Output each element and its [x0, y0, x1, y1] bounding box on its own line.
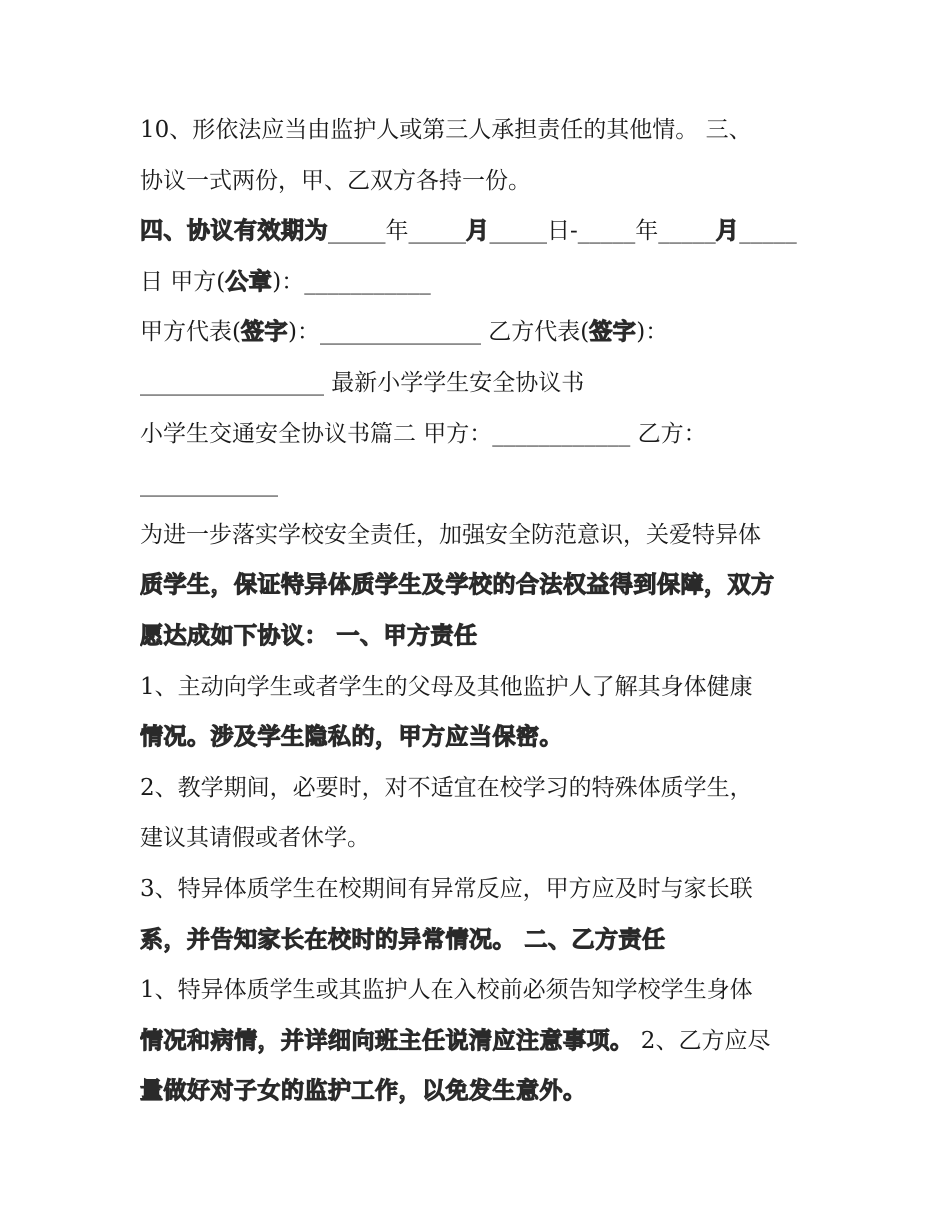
- text-segment: ____________: [140, 471, 278, 498]
- text-segment: 建议其请假或者休学。: [140, 825, 370, 852]
- text-segment: 3、特异体质学生在校期间有异常反应，甲方应及时与家长联: [140, 875, 753, 902]
- text-segment: 为进一步落实学校安全责任，加强安全防范意识，关爱特异体: [140, 521, 761, 548]
- outlined-text-segment: 签字: [589, 319, 637, 346]
- text-line: [140, 358, 830, 409]
- text-segment: )：: [636, 319, 669, 346]
- text-segment: )：______________ 乙方代表(: [287, 319, 590, 346]
- text-line: [140, 257, 830, 308]
- text-line: [140, 712, 830, 763]
- outlined-text-segment: 月: [715, 218, 740, 245]
- text-segment: ________________ 最新小学学生安全协议书: [140, 369, 585, 396]
- text-segment: )：___________: [272, 268, 431, 295]
- text-segment: _____年_____: [328, 218, 466, 245]
- text-line: [140, 1016, 830, 1067]
- text-line: [140, 1066, 830, 1117]
- text-line: [140, 409, 830, 460]
- text-line: [140, 965, 830, 1016]
- text-line: [140, 915, 830, 966]
- text-segment: _____日-_____年_____: [489, 218, 716, 245]
- text-segment: 2、乙方应尽: [633, 1027, 771, 1054]
- text-segment: 日 甲方(: [140, 268, 226, 295]
- text-segment: 协议一式两份，甲、乙双方各持一份。: [140, 167, 531, 194]
- text-line: [140, 105, 830, 156]
- text-line: [140, 560, 830, 611]
- text-segment: 甲方代表(: [140, 319, 241, 346]
- text-segment: 1、主动向学生或者学生的父母及其他监护人了解其身体健康: [140, 673, 753, 700]
- text-line: [140, 156, 830, 207]
- text-segment: 小学生交通安全协议书篇二 甲方：____________ 乙方：: [140, 420, 707, 447]
- outlined-text-segment: 量做好对子女的监护工作，以免发生意外。: [140, 1078, 587, 1105]
- text-segment: _____: [739, 218, 797, 245]
- text-line: [140, 510, 830, 561]
- text-line: [140, 307, 830, 358]
- outlined-text-segment: 系，并告知家长在校时的异常情况。 二、乙方责任: [140, 926, 666, 953]
- text-line: [140, 611, 830, 662]
- text-line: [140, 813, 830, 864]
- text-segment: 10、形依法应当由监护人或第三人承担责任的其他情。 三、: [140, 117, 752, 143]
- text-line: [140, 763, 830, 814]
- outlined-text-segment: 签字: [240, 319, 288, 346]
- text-segment: 1、特异体质学生或其监护人在入校前必须告知学校学生身体: [140, 977, 753, 1004]
- text-line: [140, 864, 830, 915]
- text-segment: 2、教学期间，必要时，对不适宜在校学习的特殊体质学生，: [140, 774, 753, 801]
- outlined-text-segment: 愿达成如下协议： 一、甲方责任: [140, 622, 478, 649]
- outlined-text-segment: 质学生，保证特异体质学生及学校的合法权益得到保障，双方: [140, 572, 775, 599]
- text-line: [140, 662, 830, 713]
- outlined-text-segment: 四、协议有效期为: [140, 218, 328, 245]
- outlined-text-segment: 公章: [225, 268, 273, 295]
- outlined-text-segment: 月: [466, 218, 490, 245]
- outlined-text-segment: 情况和病情，并详细向班主任说清应注意事项。: [140, 1027, 634, 1054]
- outlined-text-segment: 情况。涉及学生隐私的，甲方应当保密。: [140, 724, 563, 751]
- text-line: [140, 459, 830, 510]
- text-line: [140, 206, 830, 257]
- document-body: [140, 105, 830, 1117]
